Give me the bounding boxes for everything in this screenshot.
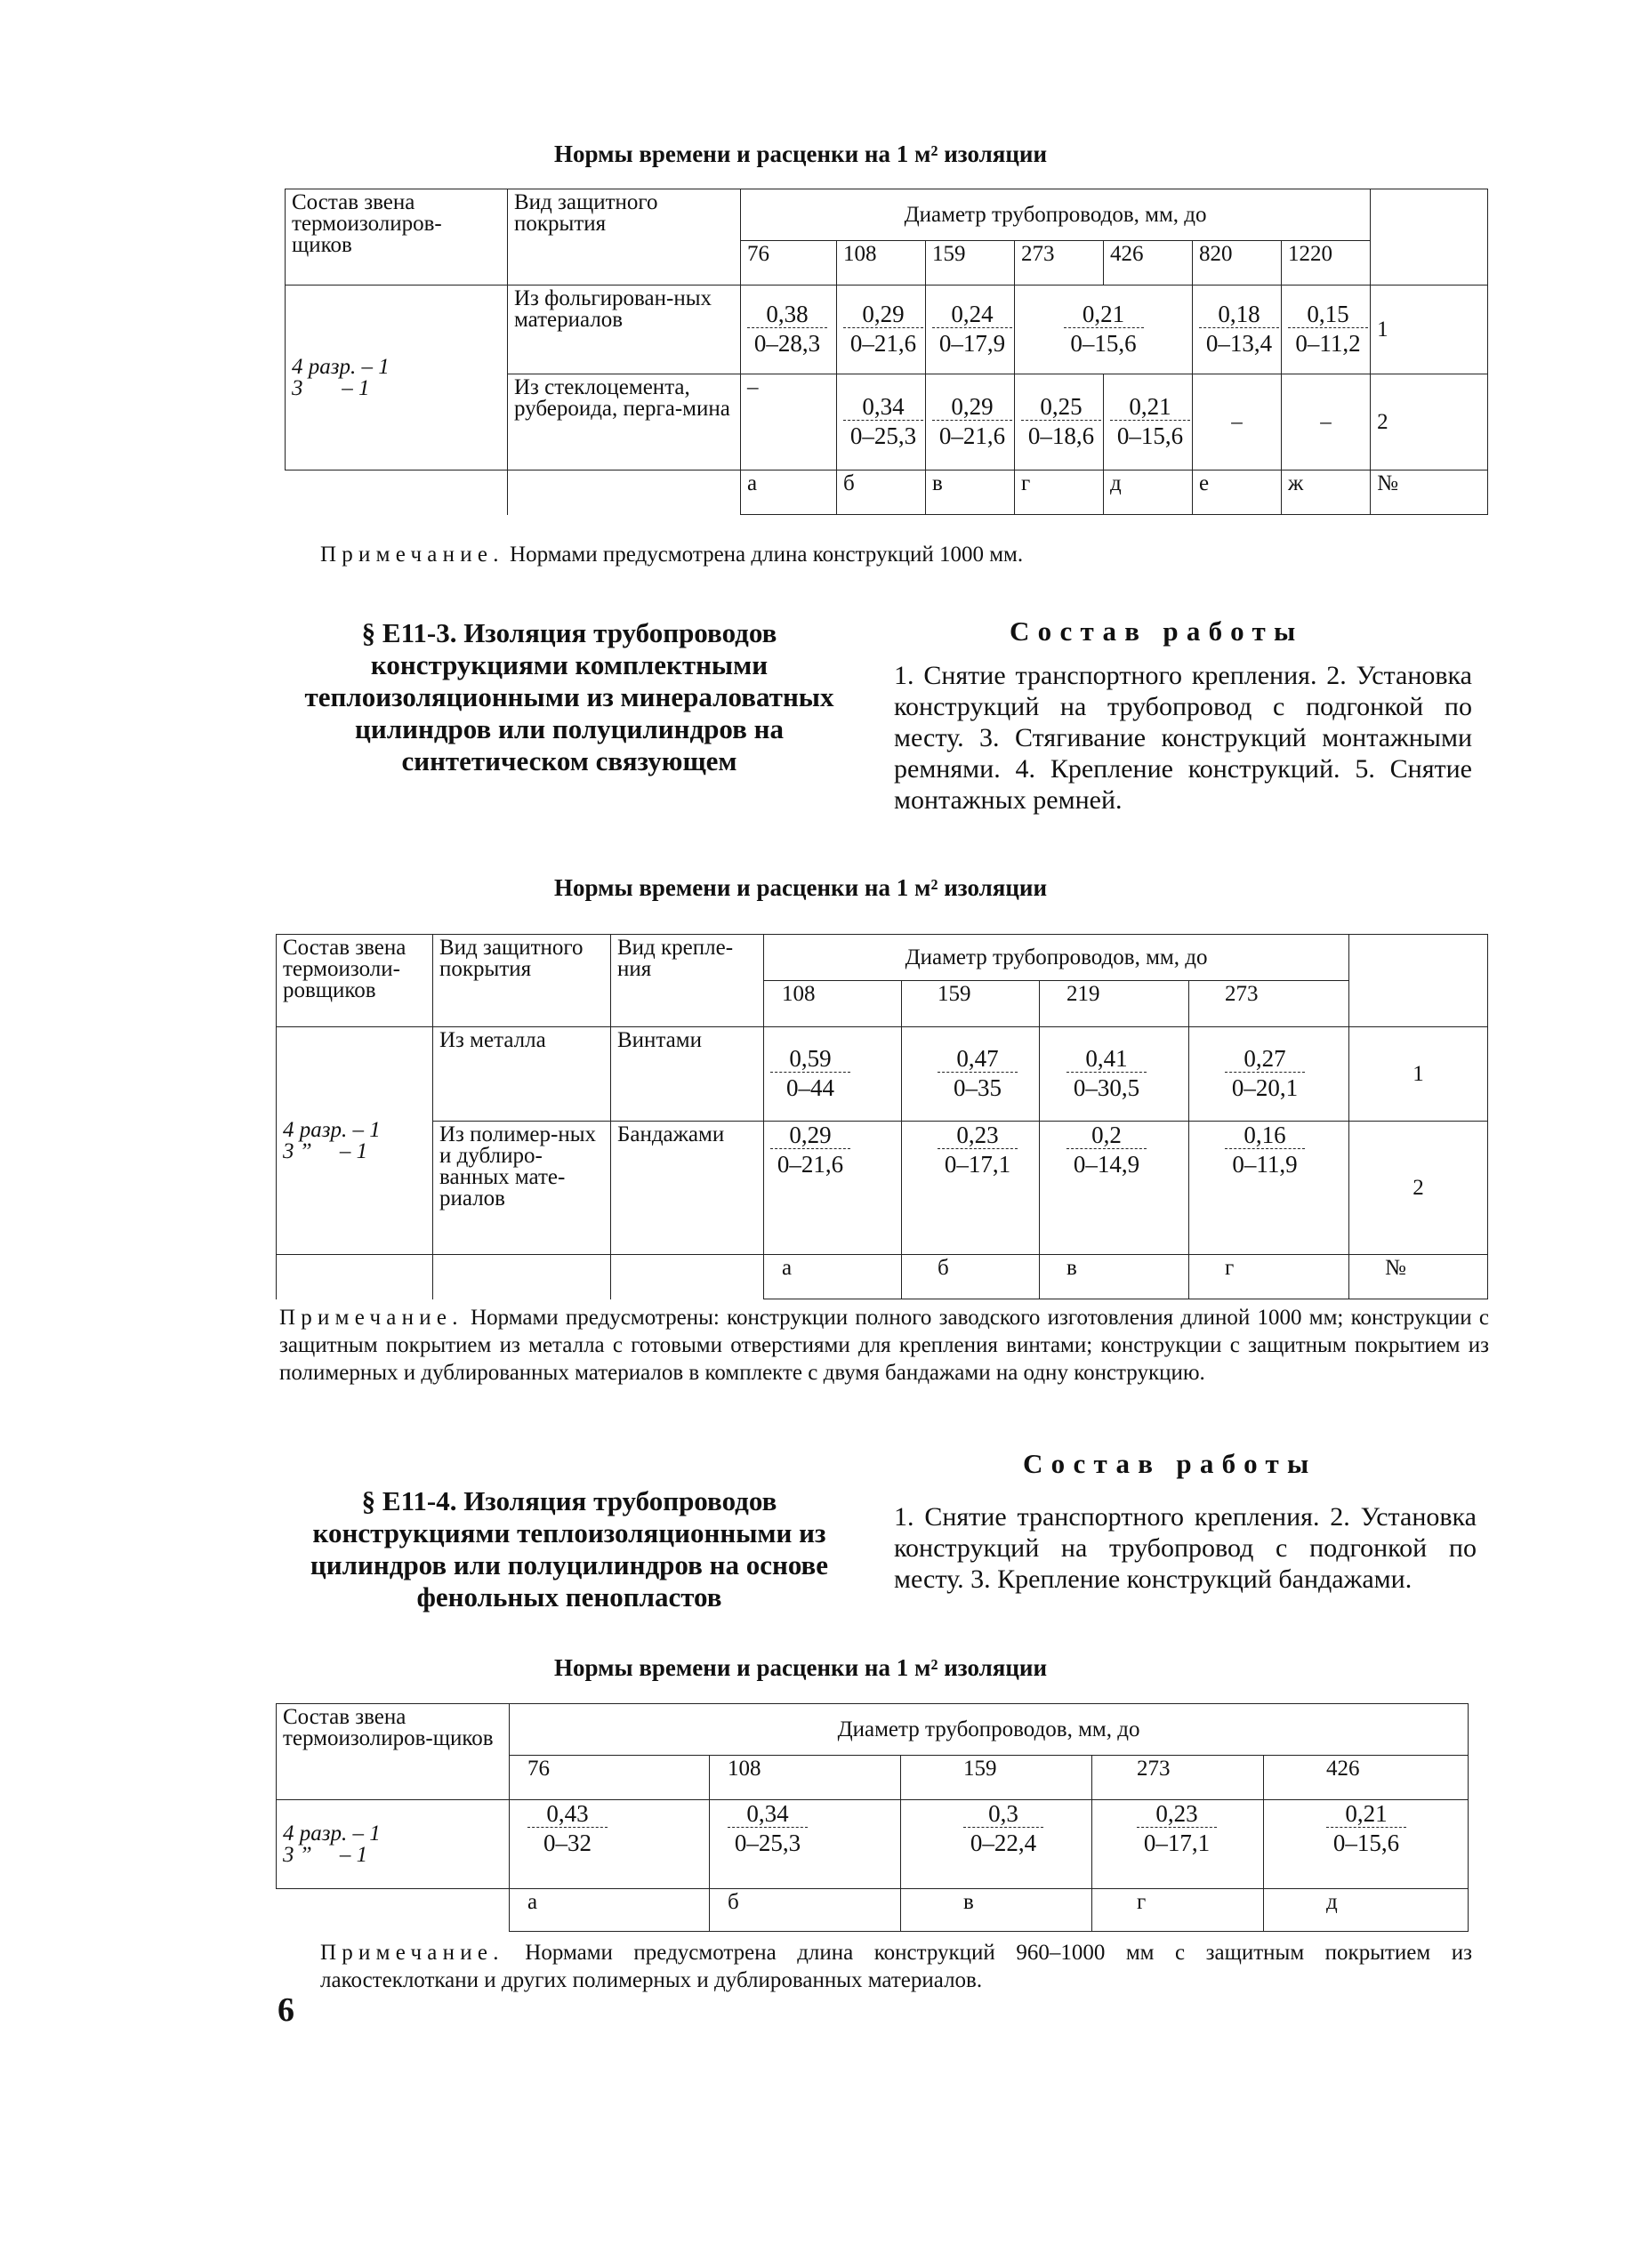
- section-e11-4-title: § Е11-4. Изоляция трубопроводов конструкциями теплоизоляционными из цилиндров или полуцилиндров на основе фенольных пенопластов: [310, 1485, 829, 1613]
- table1-letter: в: [926, 470, 1015, 515]
- table2-footer-blank: [277, 1255, 433, 1299]
- table3-cell: $\frac{0,34}{0-25,3}$: [710, 1800, 901, 1889]
- table1-diam: 820: [1193, 241, 1282, 286]
- table2-footer-blank: [611, 1255, 764, 1299]
- table1-row2-number: 2: [1371, 374, 1488, 470]
- table2-note: [279, 1304, 1489, 1387]
- table1-letter: г: [1015, 470, 1104, 515]
- table2-crew: 4 разр. – 1 3 ” – 1: [277, 1027, 433, 1255]
- table2-cell: $\frac{0,59}{0-44}$: [764, 1027, 902, 1122]
- table2-letter: а: [764, 1255, 902, 1299]
- table3-header-diameter: Диаметр трубопроводов, мм, до: [510, 1704, 1469, 1756]
- table3: [276, 1703, 1469, 1932]
- table2-cell: $\frac{0,2}{0-14,9}$: [1040, 1122, 1189, 1255]
- table3-diam: 426: [1264, 1756, 1469, 1800]
- table1-note: [320, 541, 1485, 568]
- table2-header-crew: Состав звена термоизоли-ровщиков: [277, 935, 433, 1027]
- table1-letter: б: [837, 470, 926, 515]
- table2: [276, 934, 1488, 1299]
- note-text: Нормами предусмотрена длина конструкций 1000 мм.: [503, 543, 1024, 567]
- table2-letter: №: [1349, 1255, 1488, 1299]
- table2-cell: $\frac{0,23}{0-17,1}$: [902, 1122, 1040, 1255]
- table2-row2-fix: Бандажами: [611, 1122, 764, 1255]
- table2-cell: $\frac{0,41}{0-30,5}$: [1040, 1027, 1189, 1122]
- table1-letter: д: [1104, 470, 1193, 515]
- table1-cell: $\frac{0,29}{0-21,6}$: [837, 286, 926, 374]
- section-e11-3-work-text: 1. Снятие транспортного крепления. 2. Установка конструкций на трубопровод с подгонкой по месту. 3. Стягивание конструкций монтажными ремнями. 4. Крепление конструкций. 5. Снятие монтажных ремней.: [894, 661, 1472, 815]
- table1-row1-cover: Из фольгирован-ных материалов: [508, 286, 741, 374]
- table1-cell: $\frac{0,18}{0-13,4}$: [1193, 286, 1282, 374]
- section-e11-3-title: § Е11-3. Изоляция трубопроводов конструкциями комплектными теплоизоляционными из минераловатных цилиндров или полуцилиндров на синтетическом связующем: [304, 617, 834, 776]
- table1-diam: 159: [926, 241, 1015, 286]
- table2-row1-number: 1: [1349, 1027, 1488, 1122]
- note-text: Нормами предусмотрены: конструкции полного заводского изготовления длиной 1000 мм; конструкции с защитным покрытием из металла с готовыми отверстиями для крепления винтами; конструкции с защитным покрытием из полимерных и дублированных материалов в комплекте с двумя бандажами на одну конструкцию.: [279, 1306, 1489, 1385]
- note-text: Нормами предусмотрена длина конструкций 960–1000 мм с защитным покрытием из лакостеклоткани и других полимерных и дублированных материалов.: [320, 1941, 1472, 1992]
- table2-caption: Нормы времени и расценки на 1 м² изоляции: [553, 874, 1048, 901]
- table1-letter: е: [1193, 470, 1282, 515]
- table2-cell: $\frac{0,16}{0-11,9}$: [1189, 1122, 1349, 1255]
- table1-header-diameter: Диаметр трубопроводов, мм, до: [741, 189, 1371, 241]
- table1-footer-blank: [508, 470, 741, 515]
- table2-letter: б: [902, 1255, 1040, 1299]
- table3-caption: Нормы времени и расценки на 1 м² изоляции: [553, 1654, 1048, 1681]
- table1-diam: 1220: [1282, 241, 1371, 286]
- table2-cell: $\frac{0,47}{0-35}$: [902, 1027, 1040, 1122]
- table1-cell: $\frac{0,15}{0-11,2}$: [1282, 286, 1371, 374]
- table2-header-fix: Вид крепле-ния: [611, 935, 764, 1027]
- table1-diam: 76: [741, 241, 837, 286]
- table1-row2-dash: –: [1193, 374, 1282, 470]
- table3-crew: 4 разр. – 1 3 ” – 1: [277, 1800, 510, 1889]
- table1-cell: $\frac{0,21}{0-15,6}$: [1104, 374, 1193, 470]
- table1-row2-cover: Из стеклоцемента, рубероида, перга-мина: [508, 374, 741, 470]
- table1-cell: $\frac{0,34}{0-25,3}$: [837, 374, 926, 470]
- table3-cell: $\frac{0,43}{0-32}$: [510, 1800, 710, 1889]
- table2-cell: $\frac{0,29}{0-21,6}$: [764, 1122, 902, 1255]
- table2-row1-fix: Винтами: [611, 1027, 764, 1122]
- section-e11-4-work-text: 1. Снятие транспортного крепления. 2. Установка конструкций на трубопровод с подгонкой по месту. 3. Крепление конструкций бандажами.: [894, 1502, 1477, 1594]
- table2-diam: 219: [1040, 981, 1189, 1027]
- table1: [285, 189, 1488, 515]
- section-e11-3-work-title: Состав работы: [1010, 615, 1304, 647]
- table1-letter: ж: [1282, 470, 1371, 515]
- note-label: Примечание.: [279, 1306, 463, 1330]
- table3-diam: 159: [901, 1756, 1092, 1800]
- page-number: 6: [278, 1991, 294, 2029]
- table2-diam: 159: [902, 981, 1040, 1027]
- table1-row2-dash: –: [1282, 374, 1371, 470]
- table3-cell: $\frac{0,23}{0-17,1}$: [1092, 1800, 1264, 1889]
- table1-header-crew: Состав звена термоизолиров-щиков: [286, 189, 508, 286]
- table1-letter: №: [1371, 470, 1488, 515]
- table2-header-blank: [1349, 935, 1488, 1027]
- table1-cell: $\frac{0,38}{0-28,3}$: [741, 286, 837, 374]
- table2-header-diameter: Диаметр трубопроводов, мм, до: [764, 935, 1349, 981]
- table1-header-cover: Вид защитного покрытия: [508, 189, 741, 286]
- table2-letter: г: [1189, 1255, 1349, 1299]
- table3-diam: 76: [510, 1756, 710, 1800]
- table1-diam: 273: [1015, 241, 1104, 286]
- note-label: Примечание.: [320, 543, 504, 567]
- section-e11-4-work-title: Состав работы: [1023, 1448, 1317, 1479]
- table3-note: [320, 1939, 1472, 1994]
- table2-row1-cover: Из металла: [433, 1027, 611, 1122]
- table1-row1-number: 1: [1371, 286, 1488, 374]
- table1-diam: 426: [1104, 241, 1193, 286]
- table1-diam: 108: [837, 241, 926, 286]
- table2-row2-number: 2: [1349, 1122, 1488, 1255]
- table2-header-cover: Вид защитного покрытия: [433, 935, 611, 1027]
- table2-cell: $\frac{0,27}{0-20,1}$: [1189, 1027, 1349, 1122]
- table3-footer-blank: [277, 1889, 510, 1932]
- table3-diam: 108: [710, 1756, 901, 1800]
- table3-diam: 273: [1092, 1756, 1264, 1800]
- table3-letter: г: [1092, 1889, 1264, 1932]
- table3-header-crew: Состав звена термоизолиров-щиков: [277, 1704, 510, 1800]
- table3-letter: в: [901, 1889, 1092, 1932]
- table3-cell: $\frac{0,21}{0-15,6}$: [1264, 1800, 1469, 1889]
- table2-letter: в: [1040, 1255, 1189, 1299]
- table1-cell: $\frac{0,21}{0-15,6}$: [1015, 286, 1193, 374]
- table1-crew: 4 разр. – 1 3 – 1: [286, 286, 508, 470]
- table1-cell: $\frac{0,29}{0-21,6}$: [926, 374, 1015, 470]
- table3-cell: $\frac{0,3}{0-22,4}$: [901, 1800, 1092, 1889]
- table1-letter: а: [741, 470, 837, 515]
- table2-diam: 108: [764, 981, 902, 1027]
- table2-footer-blank: [433, 1255, 611, 1299]
- table3-letter: а: [510, 1889, 710, 1932]
- table2-diam: 273: [1189, 981, 1349, 1027]
- table1-cell: $\frac{0,24}{0-17,9}$: [926, 286, 1015, 374]
- table3-letter: д: [1264, 1889, 1469, 1932]
- table1-header-blank: [1371, 189, 1488, 286]
- table1-footer-blank: [286, 470, 508, 515]
- note-label: Примечание.: [320, 1941, 504, 1965]
- table1-row2-dash: –: [741, 374, 837, 470]
- table2-row2-cover: Из полимер-ных и дублиро-ванных мате-риалов: [433, 1122, 611, 1255]
- table3-letter: б: [710, 1889, 901, 1932]
- table1-cell: $\frac{0,25}{0-18,6}$: [1015, 374, 1104, 470]
- table1-caption: Нормы времени и расценки на 1 м² изоляции: [553, 141, 1048, 167]
